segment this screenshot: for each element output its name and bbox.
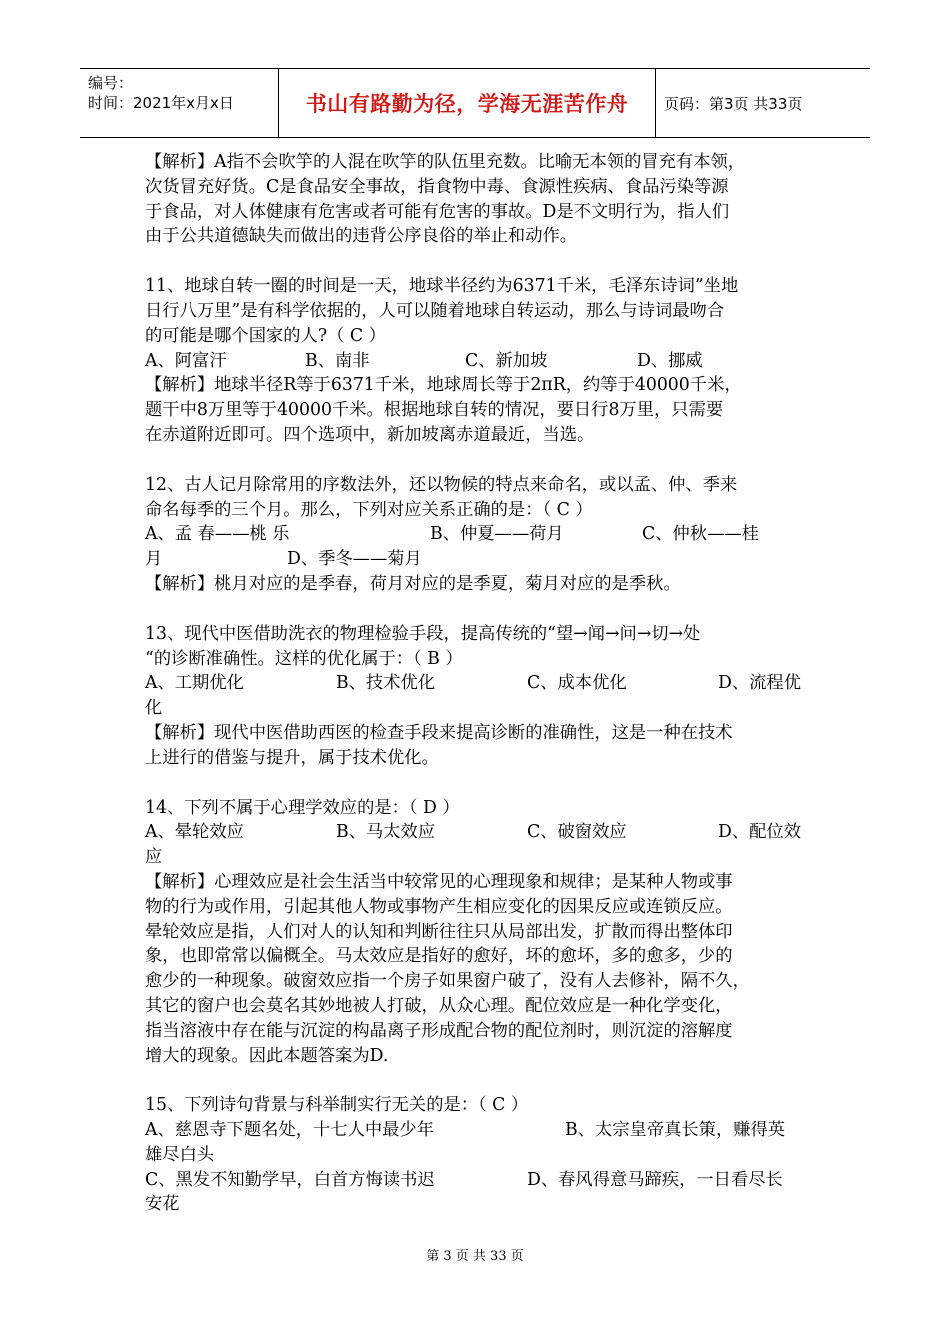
- option-wrap: 化: [145, 698, 163, 719]
- option-b: B、太宗皇帝真长策，赚得英: [565, 1120, 786, 1141]
- analysis-line: 【解析】现代中医借助西医的检查手段来提高诊断的准确性，这是一种在技术: [145, 722, 733, 743]
- header-page-label: 页码：第3页 共33页: [664, 94, 803, 113]
- header-motto: 书山有路勤为径，学海无涯苦作舟: [305, 92, 629, 116]
- question-line: 15、下列诗句背景与科举制实行无关的是：（ C ）: [145, 1095, 529, 1116]
- analysis-line: 指当溶液中存在能与沉淀的构晶离子形成配合物的配位剂时，则沉淀的溶解度: [145, 1020, 733, 1041]
- option-c: C、成本优化: [527, 673, 627, 694]
- analysis-line: 【解析】心理效应是社会生活当中较常见的心理现象和规律；是某种人物或事: [145, 871, 733, 892]
- option-b: B、马太效应: [336, 822, 436, 843]
- question-line: 日行八万里”是有科学依据的，人可以随着地球自转运动，那么与诗词最吻合: [145, 300, 725, 321]
- option-b: B、南非: [305, 350, 370, 371]
- question-line: 12、古人记月除常用的序数法外，还以物候的特点来命名，或以孟、仲、季来: [145, 474, 738, 495]
- question-line: 14、下列不属于心理学效应的是：（ D ）: [145, 797, 460, 818]
- analysis-line: 增大的现象。因此本题答案为D.: [145, 1045, 389, 1066]
- analysis-line: 次货冒充好货。C是食品安全事故，指食物中毒、食源性疾病、食品污染等源: [145, 176, 729, 197]
- header-divider: [655, 69, 656, 137]
- option-c: C、黑发不知勤学早，白首方悔读书迟: [145, 1169, 435, 1190]
- analysis-line: 物的行为或作用，引起其他人物或事物产生相应变化的因果反应或连锁反应。: [145, 896, 733, 917]
- question-line: 命名每季的三个月。那么，下列对应关系正确的是：（ C ）: [145, 499, 593, 520]
- option-a: A、阿富汗: [145, 350, 227, 371]
- option-d: D、挪威: [637, 350, 703, 371]
- options-row: [145, 1168, 810, 1193]
- option-wrap: 应: [145, 847, 163, 868]
- option-a: A、慈恩寺下题名处，十七人中最少年: [145, 1120, 434, 1141]
- page-footer: 第 3 页 共 33 页: [426, 1249, 524, 1264]
- number-label: 编号：: [88, 74, 134, 92]
- analysis-line: 【解析】地球半径R等于6371千米，地球周长等于2πR，约等于40000千米，: [145, 375, 742, 396]
- analysis-line: 在赤道附近即可。四个选项中，新加坡离赤道最近，当选。: [145, 424, 595, 445]
- options-row: [145, 349, 810, 374]
- option-c: C、新加坡: [465, 350, 548, 371]
- option-a: A、工期优化: [145, 673, 244, 694]
- option-d: D、配位效: [718, 822, 801, 843]
- analysis-line: 【解析】桃月对应的是季春，荷月对应的是季夏，菊月对应的是季秋。: [145, 573, 681, 594]
- options-row: [145, 522, 810, 547]
- options-row: [145, 820, 810, 845]
- analysis-line: 题干中8万里等于40000千米。根据地球自转的情况，要日行8万里，只需要: [145, 400, 724, 421]
- analysis-line: 晕轮效应是指，人们对人的认知和判断往往只从局部出发，扩散而得出整体印: [145, 921, 733, 942]
- document-body: [145, 150, 810, 1217]
- time-label: 时间：2021年x月x日: [88, 94, 234, 112]
- option-d: D、流程优: [718, 673, 801, 694]
- option-c: C、仲秋——桂: [642, 524, 759, 545]
- option-c-wrap: 月: [145, 549, 163, 570]
- analysis-line: 其它的窗户也会莫名其妙地被人打破，从众心理。配位效应是一种化学变化，: [145, 995, 733, 1016]
- option-b: B、技术优化: [336, 673, 436, 694]
- option-a: A、晕轮效应: [145, 822, 244, 843]
- question-line: 的可能是哪个国家的人?（ C ）: [145, 325, 386, 346]
- analysis-line: 【解析】A指不会吹竽的人混在吹竽的队伍里充数。比喻无本领的冒充有本领，: [145, 152, 746, 172]
- analysis-line: 象，也即常常以偏概全。马太效应是指好的愈好，坏的愈坏，多的愈多，少的: [145, 946, 733, 967]
- analysis-line: 于食品，对人体健康有危害或者可能有危害的事故。D是不文明行为，指人们: [145, 201, 730, 222]
- option-a: A、孟 春——桃 乐: [145, 524, 290, 545]
- analysis-line: 愈少的一种现象。破窗效应指一个房子如果窗户破了，没有人去修补，隔不久，: [145, 971, 750, 992]
- options-row: [145, 671, 810, 696]
- option-wrap: 安花: [145, 1194, 180, 1215]
- options-row: [145, 547, 810, 572]
- question-line: 13、现代中医借助洗衣的物理检验手段，提高传统的“望→闻→问→切→处: [145, 623, 701, 644]
- question-line: 11、地球自转一圈的时间是一天，地球半径约为6371千米，毛泽东诗词”坐地: [145, 276, 739, 297]
- options-row: [145, 1118, 810, 1143]
- page-header: [80, 68, 870, 138]
- option-wrap: 雄尽白头: [145, 1144, 215, 1165]
- option-c: C、破窗效应: [527, 822, 627, 843]
- analysis-line: 上进行的借鉴与提升，属于技术优化。: [145, 747, 439, 768]
- option-b: B、仲夏——荷月: [430, 524, 564, 545]
- option-d: D、春风得意马蹄疾，一日看尽长: [527, 1169, 783, 1190]
- analysis-line: 由于公共道德缺失而做出的违背公序良俗的举止和动作。: [145, 226, 578, 247]
- question-line: “的诊断准确性。这样的优化属于：（ B ）: [145, 648, 463, 669]
- option-d: D、季冬——菊月: [287, 549, 422, 570]
- header-meta: [80, 69, 278, 137]
